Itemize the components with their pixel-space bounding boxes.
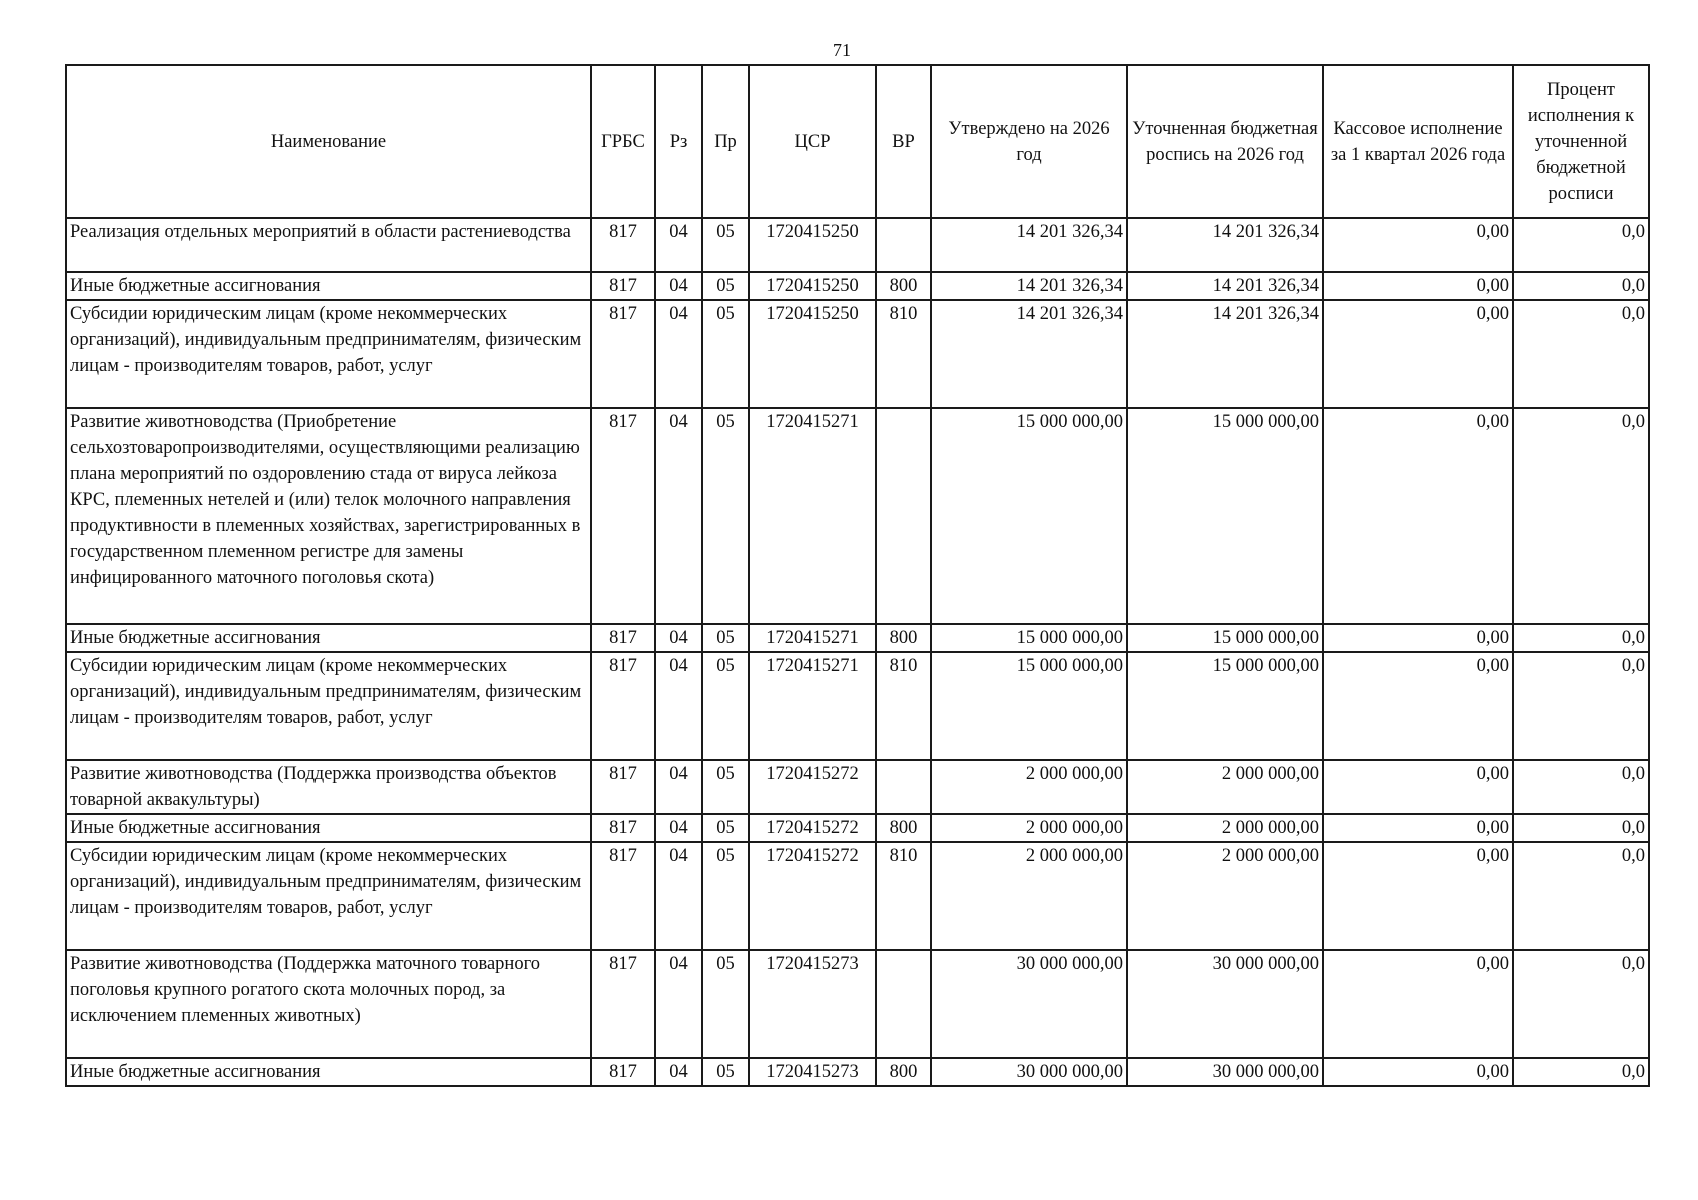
cell-approved: 14 201 326,34	[931, 218, 1127, 272]
cell-grbs: 817	[591, 842, 655, 950]
cell-name: Развитие животноводства (Поддержка маточного товарного поголовья крупного рогатого скота молочных пород, за исключением племенных животных)	[66, 950, 591, 1058]
cell-approved: 2 000 000,00	[931, 760, 1127, 814]
cell-percent: 0,0	[1513, 218, 1649, 272]
cell-grbs: 817	[591, 218, 655, 272]
cell-percent: 0,0	[1513, 950, 1649, 1058]
cell-vr: 800	[876, 272, 931, 300]
cell-percent: 0,0	[1513, 814, 1649, 842]
cell-revised: 14 201 326,34	[1127, 218, 1323, 272]
header-approved: Утверждено на 2026 год	[931, 65, 1127, 218]
cell-pr: 05	[702, 300, 749, 408]
page-number: 71	[833, 40, 851, 60]
cell-pr: 05	[702, 408, 749, 624]
cell-percent: 0,0	[1513, 408, 1649, 624]
cell-name: Субсидии юридическим лицам (кроме некоммерческих организаций), индивидуальным предпринимателям, физическим лицам - производителям товаров, работ, услуг	[66, 652, 591, 760]
cell-percent: 0,0	[1513, 272, 1649, 300]
cell-name: Иные бюджетные ассигнования	[66, 1058, 591, 1086]
cell-cash: 0,00	[1323, 408, 1513, 624]
cell-percent: 0,0	[1513, 652, 1649, 760]
cell-name: Иные бюджетные ассигнования	[66, 624, 591, 652]
cell-revised: 15 000 000,00	[1127, 652, 1323, 760]
cell-grbs: 817	[591, 652, 655, 760]
cell-vr	[876, 950, 931, 1058]
cell-approved: 2 000 000,00	[931, 842, 1127, 950]
cell-cash: 0,00	[1323, 842, 1513, 950]
cell-vr: 810	[876, 652, 931, 760]
cell-pr: 05	[702, 760, 749, 814]
cell-pr: 05	[702, 652, 749, 760]
cell-cash: 0,00	[1323, 814, 1513, 842]
cell-rz: 04	[655, 272, 702, 300]
cell-rz: 04	[655, 760, 702, 814]
table-row	[66, 842, 1649, 950]
cell-vr	[876, 408, 931, 624]
cell-cash: 0,00	[1323, 1058, 1513, 1086]
cell-revised: 2 000 000,00	[1127, 760, 1323, 814]
cell-name: Реализация отдельных мероприятий в области растениеводства	[66, 218, 591, 272]
cell-revised: 14 201 326,34	[1127, 300, 1323, 408]
cell-approved: 15 000 000,00	[931, 652, 1127, 760]
table-row	[66, 300, 1649, 408]
header-csr: ЦСР	[749, 65, 876, 218]
cell-revised: 2 000 000,00	[1127, 842, 1323, 950]
table-row	[66, 408, 1649, 624]
cell-revised: 2 000 000,00	[1127, 814, 1323, 842]
table-row	[66, 950, 1649, 1058]
header-rz: Рз	[655, 65, 702, 218]
cell-grbs: 817	[591, 760, 655, 814]
cell-cash: 0,00	[1323, 760, 1513, 814]
cell-csr: 1720415250	[749, 300, 876, 408]
cell-cash: 0,00	[1323, 624, 1513, 652]
cell-csr: 1720415271	[749, 652, 876, 760]
header-cash: Кассовое исполнение за 1 квартал 2026 года	[1323, 65, 1513, 218]
table-row	[66, 1058, 1649, 1086]
cell-approved: 15 000 000,00	[931, 624, 1127, 652]
cell-vr: 800	[876, 1058, 931, 1086]
header-row	[66, 65, 1649, 218]
cell-csr: 1720415250	[749, 218, 876, 272]
cell-percent: 0,0	[1513, 842, 1649, 950]
cell-csr: 1720415250	[749, 272, 876, 300]
header-pr: Пр	[702, 65, 749, 218]
cell-approved: 14 201 326,34	[931, 272, 1127, 300]
cell-approved: 2 000 000,00	[931, 814, 1127, 842]
header-grbs: ГРБС	[591, 65, 655, 218]
cell-cash: 0,00	[1323, 652, 1513, 760]
cell-percent: 0,0	[1513, 624, 1649, 652]
cell-approved: 15 000 000,00	[931, 408, 1127, 624]
cell-pr: 05	[702, 272, 749, 300]
table-row	[66, 760, 1649, 814]
cell-rz: 04	[655, 842, 702, 950]
cell-pr: 05	[702, 1058, 749, 1086]
cell-revised: 30 000 000,00	[1127, 1058, 1323, 1086]
cell-rz: 04	[655, 408, 702, 624]
cell-csr: 1720415272	[749, 814, 876, 842]
cell-csr: 1720415273	[749, 1058, 876, 1086]
cell-rz: 04	[655, 218, 702, 272]
cell-rz: 04	[655, 624, 702, 652]
cell-pr: 05	[702, 842, 749, 950]
cell-pr: 05	[702, 624, 749, 652]
cell-csr: 1720415272	[749, 842, 876, 950]
cell-grbs: 817	[591, 272, 655, 300]
header-name: Наименование	[66, 65, 591, 218]
cell-grbs: 817	[591, 1058, 655, 1086]
table-row	[66, 624, 1649, 652]
cell-cash: 0,00	[1323, 300, 1513, 408]
cell-rz: 04	[655, 1058, 702, 1086]
cell-vr: 810	[876, 300, 931, 408]
table-row	[66, 652, 1649, 760]
cell-grbs: 817	[591, 408, 655, 624]
header-vr: ВР	[876, 65, 931, 218]
cell-grbs: 817	[591, 950, 655, 1058]
cell-rz: 04	[655, 300, 702, 408]
header-percent: Процент исполнения к уточненной бюджетной росписи	[1513, 65, 1649, 218]
cell-name: Субсидии юридическим лицам (кроме некоммерческих организаций), индивидуальным предпринимателям, физическим лицам - производителям товаров, работ, услуг	[66, 842, 591, 950]
cell-rz: 04	[655, 950, 702, 1058]
cell-revised: 30 000 000,00	[1127, 950, 1323, 1058]
cell-name: Субсидии юридическим лицам (кроме некоммерческих организаций), индивидуальным предпринимателям, физическим лицам - производителям товаров, работ, услуг	[66, 300, 591, 408]
cell-csr: 1720415271	[749, 408, 876, 624]
cell-revised: 15 000 000,00	[1127, 624, 1323, 652]
cell-cash: 0,00	[1323, 218, 1513, 272]
cell-vr: 810	[876, 842, 931, 950]
cell-approved: 30 000 000,00	[931, 950, 1127, 1058]
cell-pr: 05	[702, 950, 749, 1058]
cell-csr: 1720415271	[749, 624, 876, 652]
table-row	[66, 218, 1649, 272]
cell-name: Развитие животноводства (Поддержка производства объектов товарной аквакультуры)	[66, 760, 591, 814]
cell-cash: 0,00	[1323, 272, 1513, 300]
cell-pr: 05	[702, 218, 749, 272]
cell-grbs: 817	[591, 814, 655, 842]
cell-csr: 1720415273	[749, 950, 876, 1058]
cell-percent: 0,0	[1513, 1058, 1649, 1086]
cell-percent: 0,0	[1513, 300, 1649, 408]
table-row	[66, 814, 1649, 842]
cell-vr	[876, 760, 931, 814]
cell-vr: 800	[876, 624, 931, 652]
cell-revised: 15 000 000,00	[1127, 408, 1323, 624]
cell-revised: 14 201 326,34	[1127, 272, 1323, 300]
table-row	[66, 272, 1649, 300]
cell-pr: 05	[702, 814, 749, 842]
cell-vr	[876, 218, 931, 272]
cell-cash: 0,00	[1323, 950, 1513, 1058]
cell-approved: 14 201 326,34	[931, 300, 1127, 408]
cell-percent: 0,0	[1513, 760, 1649, 814]
cell-rz: 04	[655, 652, 702, 760]
cell-approved: 30 000 000,00	[931, 1058, 1127, 1086]
budget-table	[65, 64, 1650, 1087]
header-revised: Уточненная бюджетная роспись на 2026 год	[1127, 65, 1323, 218]
cell-name: Иные бюджетные ассигнования	[66, 814, 591, 842]
cell-vr: 800	[876, 814, 931, 842]
cell-grbs: 817	[591, 300, 655, 408]
cell-grbs: 817	[591, 624, 655, 652]
cell-name: Развитие животноводства (Приобретение сельхозтоваропроизводителями, осуществляющими реализацию плана мероприятий по оздоровлению стада от вируса лейкоза КРС, племенных нетелей и (или) телок молочного направления продуктивности в племенных хозяйствах, зарегистрированных в государственном племенном регистре для замены инфицированного маточного поголовья скота)	[66, 408, 591, 624]
cell-rz: 04	[655, 814, 702, 842]
cell-name: Иные бюджетные ассигнования	[66, 272, 591, 300]
cell-csr: 1720415272	[749, 760, 876, 814]
